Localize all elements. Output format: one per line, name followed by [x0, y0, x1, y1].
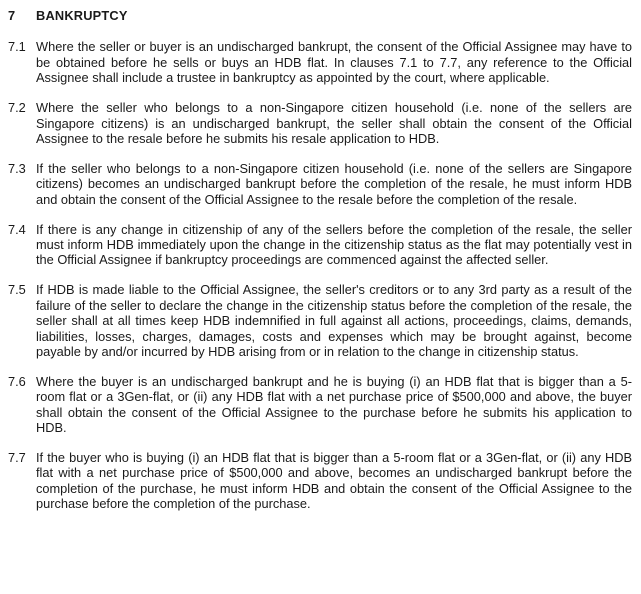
clause-text: If there is any change in citizenship of any of the sellers before the completion of the resale, the seller must inform HDB immediately upon the change in the citizenship status as the flat may potentially vest in the Official Assignee if bankruptcy proceedings are commenced against the affected seller. [36, 221, 632, 268]
clause-number: 7.5 [8, 282, 26, 298]
clause-number: 7.3 [8, 160, 26, 176]
clause-7-1 [8, 39, 632, 85]
clause-7-7 [8, 450, 632, 512]
section-header [8, 8, 632, 23]
section-title: BANKRUPTCY [36, 8, 128, 23]
clause-number: 7.6 [8, 373, 26, 389]
clause-number: 7.1 [8, 39, 26, 55]
clause-7-5 [8, 282, 632, 359]
clause-7-4 [8, 222, 632, 268]
clause-7-2 [8, 100, 632, 146]
clause-text: Where the buyer is an undischarged bankrupt and he is buying (i) an HDB flat that is bigger than a 5-room flat or a 3Gen-flat, or (ii) any HDB flat with a net purchase price of $500,000 and above, the buyer shall obtain the consent of the Official Assignee to the purchase before he submits his application to HDB. [36, 373, 632, 436]
clause-number: 7.7 [8, 449, 26, 465]
clause-text: Where the seller who belongs to a non-Singapore citizen household (i.e. none of the sellers are Singapore citizens) is an undischarged bankrupt, the seller shall obtain the consent of the Official Assignee to the resale before he submits his resale application to HDB. [36, 100, 632, 146]
clause-text: If the seller who belongs to a non-Singapore citizen household (i.e. none of the sellers are Singapore citizens) becomes an undischarged bankrupt before the completion of the resale, he must inform HDB and obtain the consent of the Official Assignee to the resale before the completion of the resale. [36, 160, 632, 207]
clause-7-6 [8, 374, 632, 436]
clause-text: If the buyer who is buying (i) an HDB flat that is bigger than a 5-room flat or a 3Gen-flat, or (ii) any HDB flat with a net purchase price of $500,000 and above, becomes an undischarged bankrupt before the completion of the purchase, he must inform HDB and obtain the consent of the Official Assignee to the purchase before the completion of the purchase. [36, 449, 632, 512]
clause-number: 7.2 [8, 100, 26, 116]
section-number: 7 [8, 8, 16, 23]
clause-text: Where the seller or buyer is an undischarged bankrupt, the consent of the Official Assignee may have to be obtained before he sells or buys an HDB flat. In clauses 7.1 to 7.7, any reference to the Official Assignee shall include a trustee in bankruptcy as appointed by the court, where applicable. [36, 39, 632, 86]
clause-text: If HDB is made liable to the Official Assignee, the seller's creditors or to any 3rd party as a result of the failure of the seller to declare the change in the citizenship status before the completion of the resale, the seller shall at all times keep HDB indemnified in full against all actions, proceedings, claims, demands, liabilities, losses, charges, damages, costs and expenses which may be brought against, become payable by and/or incurred by HDB arising from or in relation to the change in citizenship status. [36, 282, 632, 359]
clause-number: 7.4 [8, 221, 26, 237]
clause-7-3 [8, 161, 632, 207]
